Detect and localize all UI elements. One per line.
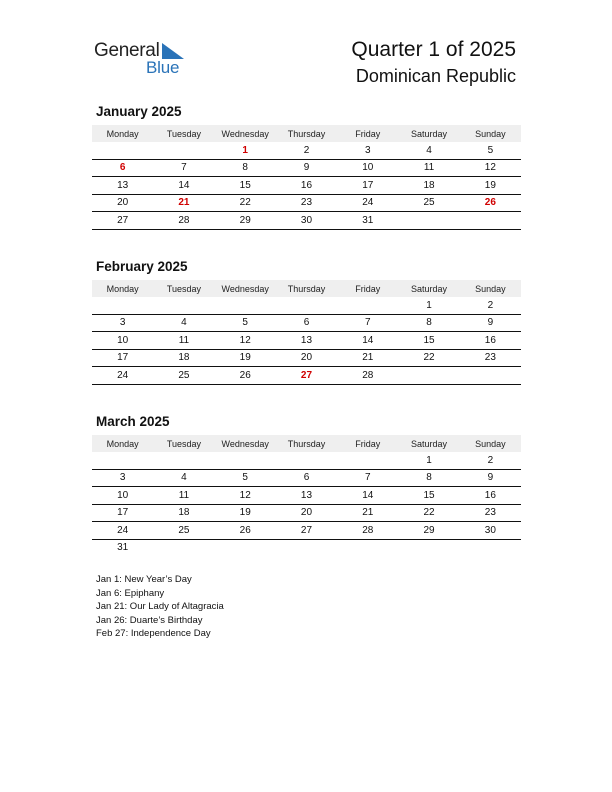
week-row [92,297,521,314]
weekday-header: Thursday [276,280,337,297]
day-cell[interactable]: 1 [398,297,459,314]
day-cell[interactable]: 6 [276,314,337,332]
day-cell[interactable]: 19 [215,504,276,522]
calendar-grid [92,280,521,385]
holiday-item: Jan 6: Epiphany [96,587,165,599]
day-cell[interactable]: 16 [276,177,337,195]
day-cell[interactable]: 5 [460,142,521,159]
day-cell[interactable]: 9 [460,314,521,332]
month-march [92,414,521,556]
empty-day-cell [337,452,398,469]
logo-word-general: General [94,40,160,61]
day-cell[interactable]: 20 [276,349,337,367]
day-cell[interactable]: 7 [337,469,398,487]
week-row [92,349,521,367]
day-cell[interactable]: 20 [92,194,153,212]
day-cell[interactable]: 6 [276,469,337,487]
holiday-item: Jan 21: Our Lady of Altagracia [96,601,224,613]
day-cell[interactable]: 17 [92,504,153,522]
day-cell[interactable]: 24 [337,194,398,212]
day-cell[interactable]: 3 [337,142,398,159]
empty-day-cell [153,539,214,556]
weekday-header: Wednesday [215,125,276,142]
day-cell[interactable]: 2 [460,297,521,314]
weekday-header: Wednesday [215,435,276,452]
day-cell[interactable]: 22 [398,349,459,367]
country-name: Dominican Republic [355,66,516,86]
day-cell[interactable]: 18 [153,504,214,522]
day-cell[interactable]: 19 [460,177,521,195]
empty-day-cell [215,452,276,469]
empty-day-cell [92,452,153,469]
empty-day-cell [92,142,153,159]
logo [94,40,194,80]
day-cell[interactable]: 5 [215,314,276,332]
holiday-item: Jan 26: Duarte’s Birthday [96,614,203,626]
day-cell[interactable]: 30 [276,212,337,230]
day-cell[interactable]: 10 [337,159,398,177]
day-cell[interactable]: 29 [398,522,459,540]
holiday-day-cell[interactable]: 26 [460,194,521,212]
empty-day-cell [460,212,521,230]
day-cell[interactable]: 13 [92,177,153,195]
day-cell[interactable]: 8 [398,314,459,332]
week-row [92,314,521,332]
month-january [92,104,521,230]
weekday-header: Sunday [460,435,521,452]
day-cell[interactable]: 21 [337,504,398,522]
weekday-header: Tuesday [153,435,214,452]
day-cell[interactable]: 16 [460,487,521,505]
day-cell[interactable]: 24 [92,522,153,540]
day-cell[interactable]: 2 [276,142,337,159]
logo-word-blue: Blue [146,58,180,77]
day-cell[interactable]: 27 [92,212,153,230]
day-cell[interactable]: 1 [398,452,459,469]
empty-day-cell [337,297,398,314]
day-cell[interactable]: 9 [276,159,337,177]
week-row [92,469,521,487]
logo-triangle-icon [162,43,184,59]
day-cell[interactable]: 12 [460,159,521,177]
day-cell[interactable]: 28 [153,212,214,230]
day-cell[interactable]: 12 [215,487,276,505]
week-row [92,332,521,350]
day-cell[interactable]: 3 [92,469,153,487]
weekday-header: Tuesday [153,280,214,297]
week-row [92,142,521,159]
empty-day-cell [92,297,153,314]
day-cell[interactable]: 17 [337,177,398,195]
empty-day-cell [153,142,214,159]
day-cell[interactable]: 9 [460,469,521,487]
month-title: March 2025 [96,414,170,429]
day-cell[interactable]: 5 [215,469,276,487]
weekday-header: Wednesday [215,280,276,297]
day-cell[interactable]: 23 [460,349,521,367]
holiday-item: Feb 27: Independence Day [96,628,211,640]
weekday-header: Saturday [398,280,459,297]
day-cell[interactable]: 15 [398,487,459,505]
day-cell[interactable]: 7 [337,314,398,332]
week-row [92,212,521,230]
day-cell[interactable]: 27 [276,522,337,540]
holiday-item: Jan 1: New Year’s Day [96,574,192,585]
weekday-header: Friday [337,435,398,452]
weekday-header: Sunday [460,280,521,297]
day-cell[interactable]: 8 [215,159,276,177]
empty-day-cell [337,539,398,556]
week-row [92,159,521,177]
weekday-header: Thursday [276,435,337,452]
day-cell[interactable]: 28 [337,367,398,385]
week-row [92,504,521,522]
week-row [92,487,521,505]
weekday-header: Tuesday [153,125,214,142]
day-cell[interactable]: 29 [215,212,276,230]
calendar-grid [92,125,521,230]
empty-day-cell [460,539,521,556]
week-row [92,177,521,195]
empty-day-cell [460,367,521,385]
weekday-header-row [92,125,521,142]
weekday-header: Friday [337,280,398,297]
empty-day-cell [398,367,459,385]
weekday-header: Saturday [398,435,459,452]
empty-day-cell [276,297,337,314]
month-title: January 2025 [96,104,182,119]
empty-day-cell [153,452,214,469]
empty-day-cell [215,539,276,556]
day-cell[interactable]: 22 [215,194,276,212]
day-cell[interactable]: 4 [153,314,214,332]
day-cell[interactable]: 31 [117,542,129,554]
day-cell[interactable]: 8 [398,469,459,487]
day-cell[interactable]: 13 [276,332,337,350]
day-cell[interactable]: 11 [153,487,214,505]
day-cell[interactable]: 22 [398,504,459,522]
day-cell[interactable]: 24 [92,367,153,385]
day-cell[interactable]: 15 [215,177,276,195]
day-cell[interactable]: 30 [460,522,521,540]
weekday-header: Monday [92,435,153,452]
day-cell[interactable]: 25 [153,367,214,385]
day-cell[interactable]: 11 [398,159,459,177]
day-cell[interactable]: 18 [153,349,214,367]
weekday-header: Monday [92,280,153,297]
weekday-header-row [92,280,521,297]
day-cell[interactable]: 19 [215,349,276,367]
weekday-header: Friday [337,125,398,142]
day-cell[interactable]: 20 [276,504,337,522]
day-cell[interactable]: 28 [337,522,398,540]
day-cell[interactable]: 23 [460,504,521,522]
weekday-header: Thursday [276,125,337,142]
day-cell[interactable]: 25 [398,194,459,212]
empty-day-cell [276,539,337,556]
empty-day-cell [215,297,276,314]
holiday-day-cell[interactable]: 21 [153,194,214,212]
day-cell[interactable]: 26 [215,367,276,385]
day-cell[interactable]: 17 [92,349,153,367]
day-cell[interactable]: 31 [337,212,398,230]
weekday-header: Sunday [460,125,521,142]
day-cell[interactable]: 10 [92,332,153,350]
empty-day-cell [398,212,459,230]
month-february [92,259,521,385]
day-cell[interactable]: 4 [398,142,459,159]
week-row [92,452,521,469]
day-cell[interactable]: 21 [337,349,398,367]
weekday-header: Saturday [398,125,459,142]
weekday-header: Monday [92,125,153,142]
empty-day-cell [276,452,337,469]
day-cell[interactable]: 23 [276,194,337,212]
holiday-day-cell[interactable]: 6 [92,159,153,177]
weekday-header-row [92,435,521,452]
day-cell[interactable]: 4 [153,469,214,487]
day-cell[interactable]: 25 [153,522,214,540]
day-cell[interactable]: 16 [460,332,521,350]
day-cell[interactable]: 26 [215,522,276,540]
page-title: Quarter 1 of 2025 [351,38,516,61]
day-cell[interactable]: 3 [92,314,153,332]
day-cell[interactable]: 11 [153,332,214,350]
day-cell[interactable]: 10 [92,487,153,505]
week-row [92,522,521,540]
holiday-day-cell[interactable]: 1 [215,142,276,159]
day-cell[interactable]: 13 [276,487,337,505]
day-cell[interactable]: 18 [398,177,459,195]
day-cell[interactable]: 12 [215,332,276,350]
day-cell[interactable]: 15 [398,332,459,350]
month-title: February 2025 [96,259,188,274]
empty-day-cell [398,539,459,556]
empty-day-cell [153,297,214,314]
holiday-list [96,573,224,641]
day-cell[interactable]: 14 [337,487,398,505]
day-cell[interactable]: 7 [153,159,214,177]
week-row [92,194,521,212]
day-cell[interactable]: 14 [337,332,398,350]
week-row [92,367,521,385]
day-cell[interactable]: 14 [153,177,214,195]
week-row [92,539,521,556]
holiday-day-cell[interactable]: 27 [276,367,337,385]
day-cell[interactable]: 2 [460,452,521,469]
calendar-grid [92,435,521,556]
